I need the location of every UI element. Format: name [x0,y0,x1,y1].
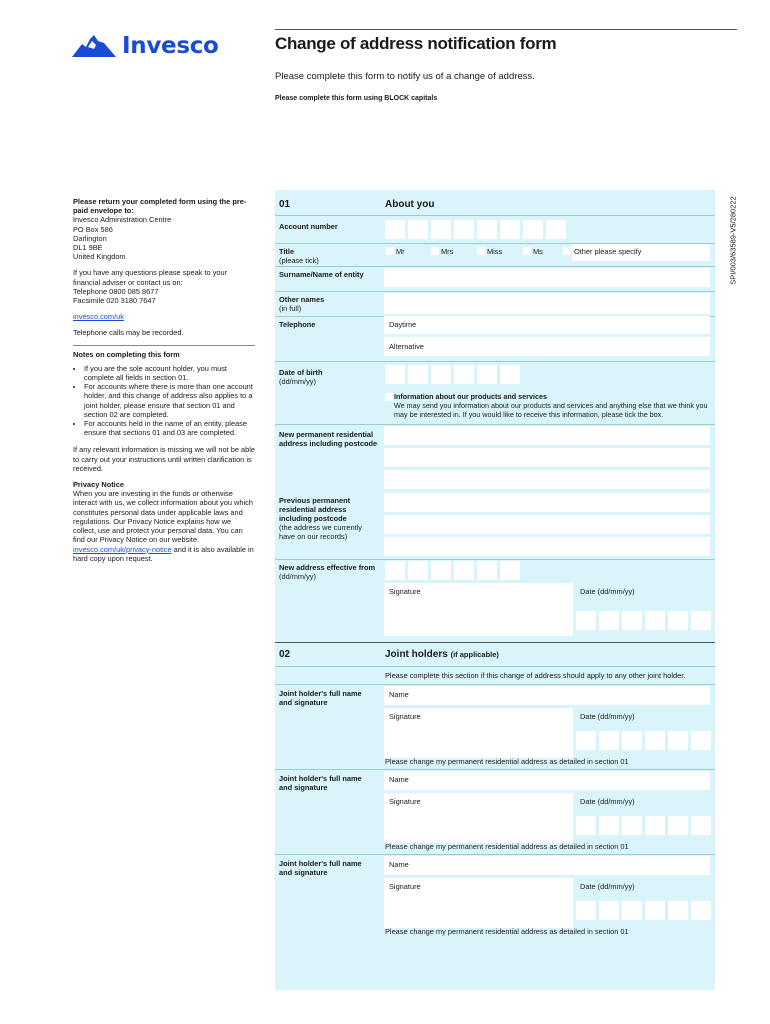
dob-cell[interactable] [477,365,497,384]
signature-date-cell[interactable] [668,611,688,630]
joint-holder-signature-label: Signature [389,797,421,806]
dob-cell[interactable] [385,365,405,384]
effective-date-cell[interactable] [454,561,474,580]
joint-holder-signature-label: Signature [389,882,421,891]
account-number-cell[interactable] [408,220,428,239]
joint-holder-date-cell[interactable] [668,901,688,920]
mountain-climber-icon [72,35,116,57]
contact-info [73,268,255,305]
joint-holder-date-cell[interactable] [691,816,711,835]
effective-date-cell[interactable] [408,561,428,580]
account-number-label: Account number [279,222,338,231]
other-names-input[interactable] [384,293,710,314]
account-number-cell[interactable] [500,220,520,239]
signature-date-cell[interactable] [576,611,596,630]
account-number-cell[interactable] [523,220,543,239]
joint-holder-name-input[interactable] [384,771,710,790]
privacy-heading: Privacy Notice [73,480,124,490]
notes-list [73,364,255,438]
joint-holder-date-cell[interactable] [668,731,688,750]
divider [275,684,715,685]
dob-cell[interactable] [408,365,428,384]
list-item: • For accounts where there is more than one account holder, and this change of address also applies to a joint holder, please ensure that section 01 and section 02 are completed. [84,382,255,419]
signature-date-cell[interactable] [622,611,642,630]
section-02-number: 02 [279,649,291,660]
dob-cell[interactable] [431,365,451,384]
signature-date-cell[interactable] [645,611,665,630]
joint-holder-date-label: Date (dd/mm/yy) [580,712,635,721]
facsimile-number: Facsimile 020 3180 7647 [73,296,156,306]
title-mr-checkbox[interactable] [386,247,394,255]
list-item: • For accounts held in the name of an entity, please ensure that sections 01 and 03 are completed. [84,419,255,437]
address-line: United Kingdom [73,252,126,262]
joint-holder-date-cell[interactable] [576,816,596,835]
invesco-logo [72,33,219,59]
privacy-link[interactable]: invesco.com/uk/privacy-notice [73,544,172,554]
previous-address-line-3[interactable] [384,537,710,556]
joint-holder-date-label: Date (dd/mm/yy) [580,797,635,806]
title-miss-label: Miss [487,247,503,256]
joint-holder-date-cell[interactable] [622,731,642,750]
joint-holder-date-cell[interactable] [599,816,619,835]
title-mrs-checkbox[interactable] [431,247,439,255]
section-01-number: 01 [279,199,291,210]
divider [275,559,715,560]
dob-cell[interactable] [454,365,474,384]
title-ms-label: Ms [533,247,543,256]
address-line: DL1 9BE [73,243,103,253]
surname-label: Surname/Name of entity [279,270,364,279]
page-title: Change of address notification form [275,34,557,53]
recorded-notice: Telephone calls may be recorded. [73,328,184,338]
effective-date-cell[interactable] [431,561,451,580]
account-number-cell[interactable] [546,220,566,239]
daytime-label: Daytime [389,320,417,329]
title-mr-label: Mr [396,247,405,256]
title-miss-checkbox[interactable] [477,247,485,255]
joint-holder-name-input[interactable] [384,856,710,875]
divider [275,854,715,855]
effective-date-label: New address effective from (dd/mm/yy) [279,563,376,581]
daytime-phone-input[interactable] [384,316,710,334]
joint-holder-name-label: Name [389,775,409,784]
new-address-line-1[interactable] [384,426,710,445]
joint-holder-date-cell[interactable] [622,901,642,920]
joint-holder-date-cell[interactable] [668,816,688,835]
form-reference [726,196,738,286]
joint-holder-confirmation: Please change my permanent residential address as detailed in section 01 [385,757,629,766]
joint-holder-confirmation: Please change my permanent residential address as detailed in section 01 [385,927,629,936]
telephone-label: Telephone [279,320,316,329]
dob-cell[interactable] [500,365,520,384]
other-names-label: Other names (in full) [279,295,325,313]
missing-info-note: If any relevant information is missing we will not be able to carry out your instructions until written clarification is received. [73,445,255,473]
new-address-line-2[interactable] [384,448,710,467]
header-rule [275,29,737,30]
joint-holder-label: Joint holder's full name and signature [279,774,362,792]
brand-name: Invesco [122,33,219,59]
title-label: Title (please tick) [279,247,319,265]
marketing-info [394,392,712,419]
signature-label: Signature [389,587,421,596]
account-number-cell[interactable] [385,220,405,239]
joint-holder-date-cell[interactable] [645,901,665,920]
joint-holder-date-cell[interactable] [622,816,642,835]
title-mrs-label: Mrs [441,247,454,256]
divider [275,215,715,216]
signature-date-cell[interactable] [691,611,711,630]
joint-holder-date-label: Date (dd/mm/yy) [580,882,635,891]
joint-holder-name-label: Name [389,860,409,869]
joint-holder-date-cell[interactable] [645,816,665,835]
joint-holder-label: Joint holder's full name and signature [279,689,362,707]
notes-heading: Notes on completing this form [73,345,255,359]
divider [275,291,715,292]
joint-holder-name-input[interactable] [384,686,710,705]
joint-holder-signature-label: Signature [389,712,421,721]
privacy-tail: and it is also available in hard copy upon request. [73,544,254,563]
divider [275,666,715,667]
new-address-label: New permanent residential address including postcode [279,430,378,448]
marketing-checkbox[interactable] [385,393,393,401]
effective-date-cell[interactable] [477,561,497,580]
divider [275,361,715,362]
joint-holder-date-cell[interactable] [691,731,711,750]
effective-date-cell[interactable] [385,561,405,580]
previous-address-label: Previous permanent residential address including postcode (the address we currently have on our records) [279,496,362,541]
joint-holder-label: Joint holder's full name and signature [279,859,362,877]
return-heading: Please return your completed form using the pre-paid envelope to: [73,197,247,216]
account-number-cell[interactable] [431,220,451,239]
account-number-cell[interactable] [454,220,474,239]
title-other-checkbox[interactable] [563,247,571,255]
joint-holder-date-cell[interactable] [599,901,619,920]
contact-intro: If you have any questions please speak to your financial adviser or contact us on: [73,268,228,287]
joint-holder-date-cell[interactable] [599,731,619,750]
address-line: PO Box 586 [73,224,113,234]
left-column [73,197,255,570]
alternative-label: Alternative [389,342,424,351]
privacy-notice [73,480,255,563]
title-ms-checkbox[interactable] [523,247,531,255]
alternative-phone-input[interactable] [384,337,710,356]
previous-address-line-2[interactable] [384,515,710,534]
marketing-heading: Information about our products and services [394,392,547,401]
divider [275,266,715,267]
block-capitals-instruction: Please complete this form using BLOCK capitals [275,95,438,102]
previous-address-line-1[interactable] [384,493,710,512]
joint-holder-date-cell[interactable] [645,731,665,750]
date-label: Date (dd/mm/yy) [580,587,635,596]
website-link[interactable]: invesco.com/uk [73,312,124,322]
title-other-label: Other please specify [574,247,642,256]
address-line: Darlington [73,233,107,243]
section-02-heading: Joint holders (if applicable) [385,649,499,660]
section-01-heading: About you [385,199,435,210]
signature-date-cell[interactable] [599,611,619,630]
form-reference-text: SPI/003/63589-V5/280222 [728,196,738,285]
new-address-line-3[interactable] [384,470,710,489]
marketing-text: We may send you information about our products and services and anything else that we think you may be interested in. If you would like to receive this information, please tick the box. [394,401,708,419]
divider [275,424,715,425]
joint-holder-date-cell[interactable] [576,901,596,920]
divider [275,769,715,770]
surname-input[interactable] [384,268,710,287]
address-line: Invesco Administration Centre [73,215,172,225]
joint-holder-confirmation: Please change my permanent residential address as detailed in section 01 [385,842,629,851]
page-subtitle: Please complete this form to notify us of a change of address. [275,71,535,82]
list-item: • If you are the sole account holder, you must complete all fields in section 01. [84,364,255,382]
account-number-cell[interactable] [477,220,497,239]
joint-holder-date-cell[interactable] [691,901,711,920]
joint-holder-name-label: Name [389,690,409,699]
effective-date-cell[interactable] [500,561,520,580]
joint-holder-date-cell[interactable] [576,731,596,750]
section-02-intro: Please complete this section if this change of address should apply to any other joint holder. [385,671,686,680]
return-instructions [73,197,255,261]
dob-label: Date of birth (dd/mm/yy) [279,368,323,386]
section-divider [275,642,715,643]
privacy-text: When you are investing in the funds or otherwise interact with us, we collect information about you which constitutes personal data under applicable laws and regulations. Our Privacy Notice explains how we collect, use and protect your personal data. You can find our Privacy Notice on our website [73,489,253,545]
telephone-number: Telephone 0800 085 8677 [73,286,159,296]
